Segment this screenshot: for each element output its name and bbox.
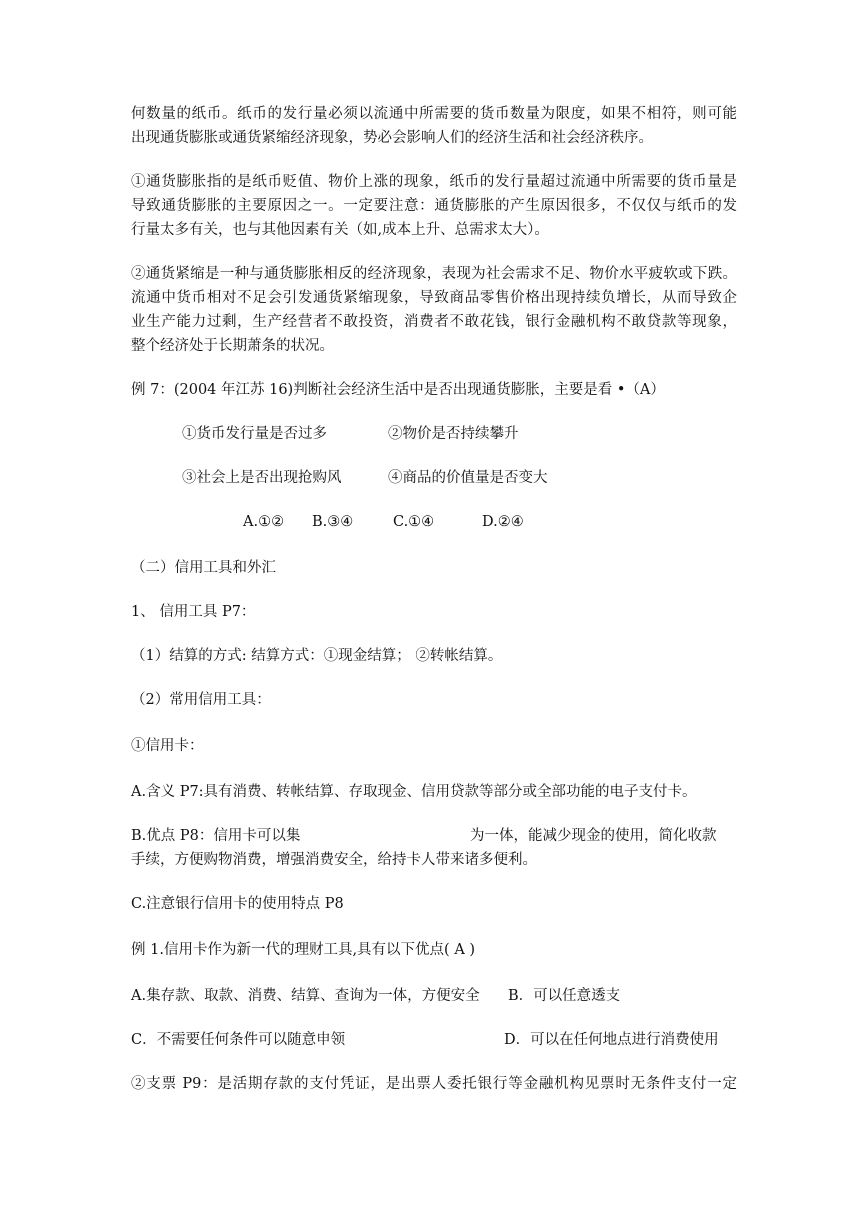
example-option: ②物价是否持续攀升 (388, 426, 519, 442)
paragraph-line: 流通中货币相对不足会引发通货紧缩现象，导致商品零售价格出现持续负增长，从而导致企 (131, 290, 737, 306)
paragraph-line: 出现通货膨胀或通货紧缩经济现象，势必会影响人们的经济生活和社会经济秩序。 (131, 130, 653, 146)
paragraph-line: 业生产能力过剩，生产经营者不敢投资，消费者不敢花钱，银行金融机构不敢贷款等现象， (131, 314, 737, 330)
example-option: ①货币发行量是否过多 (182, 426, 327, 442)
example-option: C．不需要任何条件可以随意申领 (131, 1032, 346, 1048)
example-option: D．可以在任何地点进行消费使用 (504, 1032, 719, 1048)
paragraph-line: 何数量的纸币。纸币的发行量必须以流通中所需要的货币数量为限度，如果不相符，则可能 (131, 106, 737, 122)
example-option: B．可以任意透支 (508, 988, 621, 1004)
list-item-continuation: 为一体，能减少现金的使用，简化收款 (470, 828, 717, 844)
list-item: A.含义 P7:具有消费、转帐结算、存取现金、信用贷款等部分或全部功能的电子支付卡。 (131, 784, 697, 800)
paragraph-line: ②支票 P9：是活期存款的支付凭证，是出票人委托银行等金融机构见票时无条件支付一定 (131, 1076, 737, 1092)
answer-choice: D.②④ (482, 514, 524, 530)
paragraph-line: ②通货紧缩是一种与通货膨胀相反的经济现象，表现为社会需求不足、物价水平疲软或下跌。 (131, 266, 737, 282)
list-item: （2）常用信用工具： (131, 692, 271, 708)
answer-choice: A.①② (243, 514, 285, 530)
list-item: C.注意银行信用卡的使用特点 P8 (131, 896, 344, 912)
paragraph-line: 行量太多有关，也与其他因素有关（如,成本上升、总需求太大）。 (131, 222, 549, 238)
list-item: 1、 信用工具 P7： (131, 604, 256, 620)
list-item: （1）结算的方式: 结算方式：①现金结算； ②转帐结算。 (131, 648, 503, 664)
example-question: 例 1.信用卡作为新一代的理财工具,具有以下优点( A ) (131, 942, 476, 958)
list-item: 手续，方便购物消费，增强消费安全，给持卡人带来诸多便利。 (131, 852, 537, 868)
list-item: B.优点 P8：信用卡可以集 (131, 828, 301, 844)
answer-choice: B.③④ (312, 514, 354, 530)
example-option: ③社会上是否出现抢购风 (182, 470, 342, 486)
example-option: ④商品的价值量是否变大 (388, 470, 548, 486)
paragraph-line: ①通货膨胀指的是纸币贬值、物价上涨的现象，纸币的发行量超过流通中所需要的货币量是 (131, 174, 737, 190)
section-heading: （二）信用工具和外汇 (131, 560, 276, 576)
list-item: ①信用卡： (131, 738, 204, 754)
answer-choice: C.①④ (393, 514, 435, 530)
example-question: 例 7：(2004 年江苏 16)判断社会经济生活中是否出现通货膨胀，主要是看 •（A） (131, 382, 665, 398)
paragraph-line: 整个经济处于长期萧条的状况。 (131, 338, 334, 354)
example-option: A.集存款、取款、消费、结算、查询为一体，方便安全 (131, 988, 480, 1004)
paragraph-line: 导致通货膨胀的主要原因之一。一定要注意：通货膨胀的产生原因很多，不仅仅与纸币的发 (131, 198, 737, 214)
